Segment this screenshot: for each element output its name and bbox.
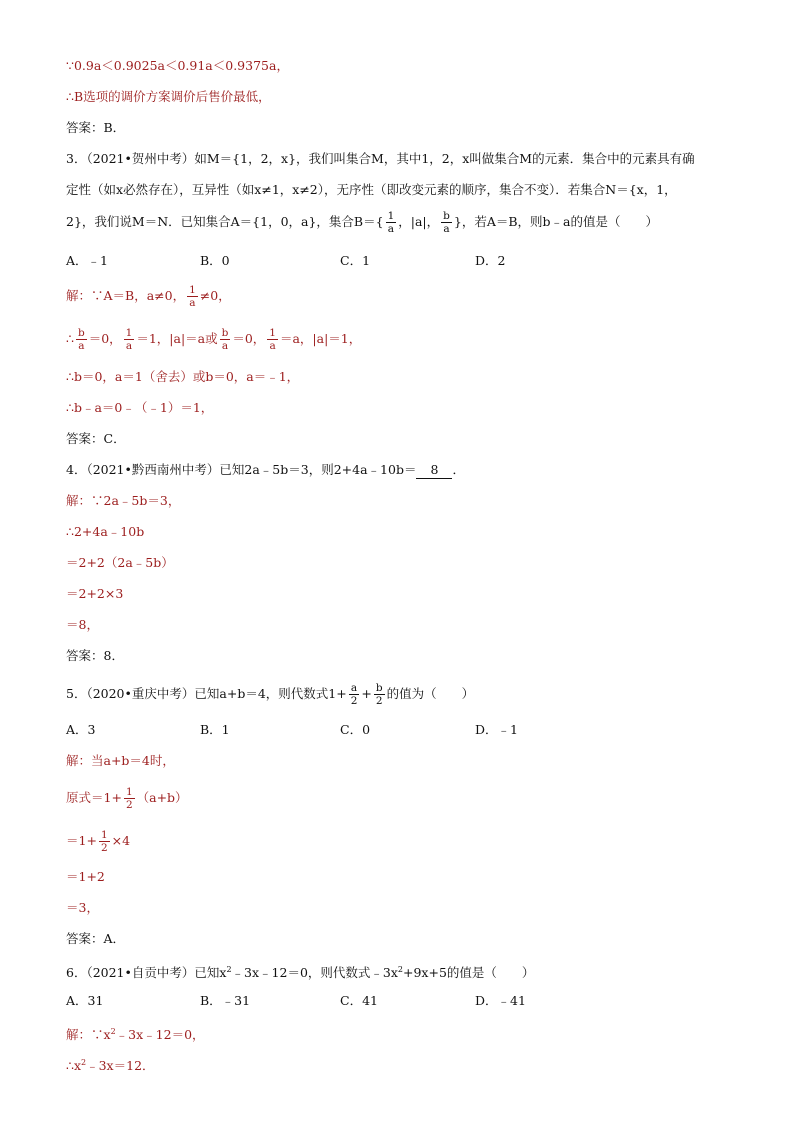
q3-fraction-1: $\frac{1}{a}$: [387, 210, 395, 235]
q5-fraction-b: $\frac{b}{2}$: [375, 682, 383, 707]
q5-solution-line-3: ＝1+ $\frac{1}{2}$ ×4: [66, 829, 131, 854]
q4-answer: 答案：8．: [66, 648, 124, 663]
q3-option-a: A．﹣1: [66, 253, 108, 268]
q4-solution-line-1: 解：∵2a﹣5b＝3，: [66, 493, 181, 508]
q4-answer-blank: 8: [416, 462, 452, 479]
q3-stem-line-3: [66, 210, 658, 235]
prev-solution-line-2: ∴B选项的调价方案调价后售价最低，: [66, 89, 271, 104]
q3-sol2-fraction-1: $\frac{b}{a}$: [77, 327, 85, 352]
q3-solution-line-3: ∴b＝0，a＝1（舍去）或b＝0，a＝﹣1，: [66, 369, 300, 384]
q3-answer: 答案：C．: [66, 431, 126, 446]
q3-stem-line-1: 3．（2021•贺州中考）如M＝{1，2，x}，我们叫集合M，其中1，2，x叫做集合M的元素．集合中的元素具有确: [66, 151, 695, 166]
q6-solution-line-2: $\therefore x^2﹣3x=12$．: [66, 1058, 155, 1073]
q4-solution-line-4: ＝2+2×3: [66, 586, 124, 601]
q3-sol-fraction: $\frac{1}{a}$: [189, 284, 196, 309]
q4-solution-line-3: ＝2+2（2a﹣5b）: [66, 555, 174, 570]
q5-option-b: B．1: [200, 722, 230, 737]
q6-option-c: C．41: [340, 993, 378, 1008]
q4-stem: 4．（2021•黔西南州中考）已知2a﹣5b＝3，则2+4a﹣10b＝ 8 ．: [66, 462, 465, 477]
q5-solution-line-1: 解：当a+b＝4时，: [66, 753, 175, 768]
q3-solution-line-4: ∴b﹣a＝0﹣（﹣1）＝1，: [66, 400, 214, 415]
q6-option-a: A．31: [66, 993, 104, 1008]
q6-option-b: B．﹣31: [200, 993, 251, 1008]
q6-stem: 6．（2021•自贡中考）已知$x^2﹣3x﹣12=0$，则代数式$﹣3x^2+9x+5$的值是（ ）: [66, 965, 535, 980]
q3-stem-line-2: 定性（如x必然存在），互异性（如x≠1，x≠2），无序性（即改变元素的顺序，集合不变）．若集合N＝{x，1，: [66, 182, 677, 197]
q6-solution-line-1: 解：$\because x^2﹣3x﹣12=0$，: [66, 1027, 205, 1042]
q3-stem-text-c: }，若A＝B，则b﹣a的值是（ ）: [453, 214, 659, 229]
prev-answer: 答案：B．: [66, 120, 126, 135]
q3-solution-line-2: ∴ $\frac{b}{a}$ ＝0， $\frac{1}{a}$ ＝1，|a|＝a或 $\frac{b}{a}$ ＝0， $\frac{1}{a}$ ＝a，|a|＝1，: [66, 327, 362, 352]
q3-fraction-2: $\frac{b}{a}$: [443, 210, 450, 235]
q3-option-c: C．1: [340, 253, 371, 268]
q5-option-c: C．0: [340, 722, 371, 737]
q5-solution-line-5: ＝3，: [66, 900, 99, 915]
q5-stem: 5．（2020•重庆中考）已知a+b＝4，则代数式1+ $\frac{a}{2}$ + $\frac{b}{2}$ 的值为（ ）: [66, 682, 475, 707]
q3-solution-line-1: 解：∵A＝B，a≠0， $\frac{1}{a}$ ≠0，: [66, 284, 231, 309]
q5-fraction-a: $\frac{a}{2}$: [350, 682, 358, 707]
q6-option-d: D．﹣41: [475, 993, 526, 1008]
q3-sol2-fraction-4: $\frac{1}{a}$: [269, 327, 276, 352]
q3-option-d: D．2: [475, 253, 506, 268]
q3-sol2-fraction-2: $\frac{1}{a}$: [125, 327, 133, 352]
q5-sol-fraction-2: $\frac{1}{2}$: [100, 829, 108, 854]
q5-option-a: A．3: [66, 722, 96, 737]
q4-solution-line-2: ∴2+4a﹣10b: [66, 524, 145, 539]
q5-solution-line-2: 原式＝1+ $\frac{1}{2}$ （a+b）: [66, 786, 188, 811]
q3-stem-text-a: 2}，我们说M＝N．已知集合A＝{1，0，a}，集合B＝{: [66, 214, 384, 229]
q3-stem-text-b: ，|a|，: [398, 214, 440, 229]
q3-sol2-fraction-3: $\frac{b}{a}$: [221, 327, 229, 352]
q5-answer: 答案：A．: [66, 931, 126, 946]
q5-solution-line-4: ＝1+2: [66, 869, 105, 884]
q5-sol-fraction-1: $\frac{1}{2}$: [125, 786, 133, 811]
q4-solution-line-5: ＝8，: [66, 617, 99, 632]
q3-option-b: B．0: [200, 253, 230, 268]
q5-option-d: D．﹣1: [475, 722, 518, 737]
prev-solution-line-1: ∵0.9a＜0.9025a＜0.91a＜0.9375a，: [66, 58, 289, 73]
